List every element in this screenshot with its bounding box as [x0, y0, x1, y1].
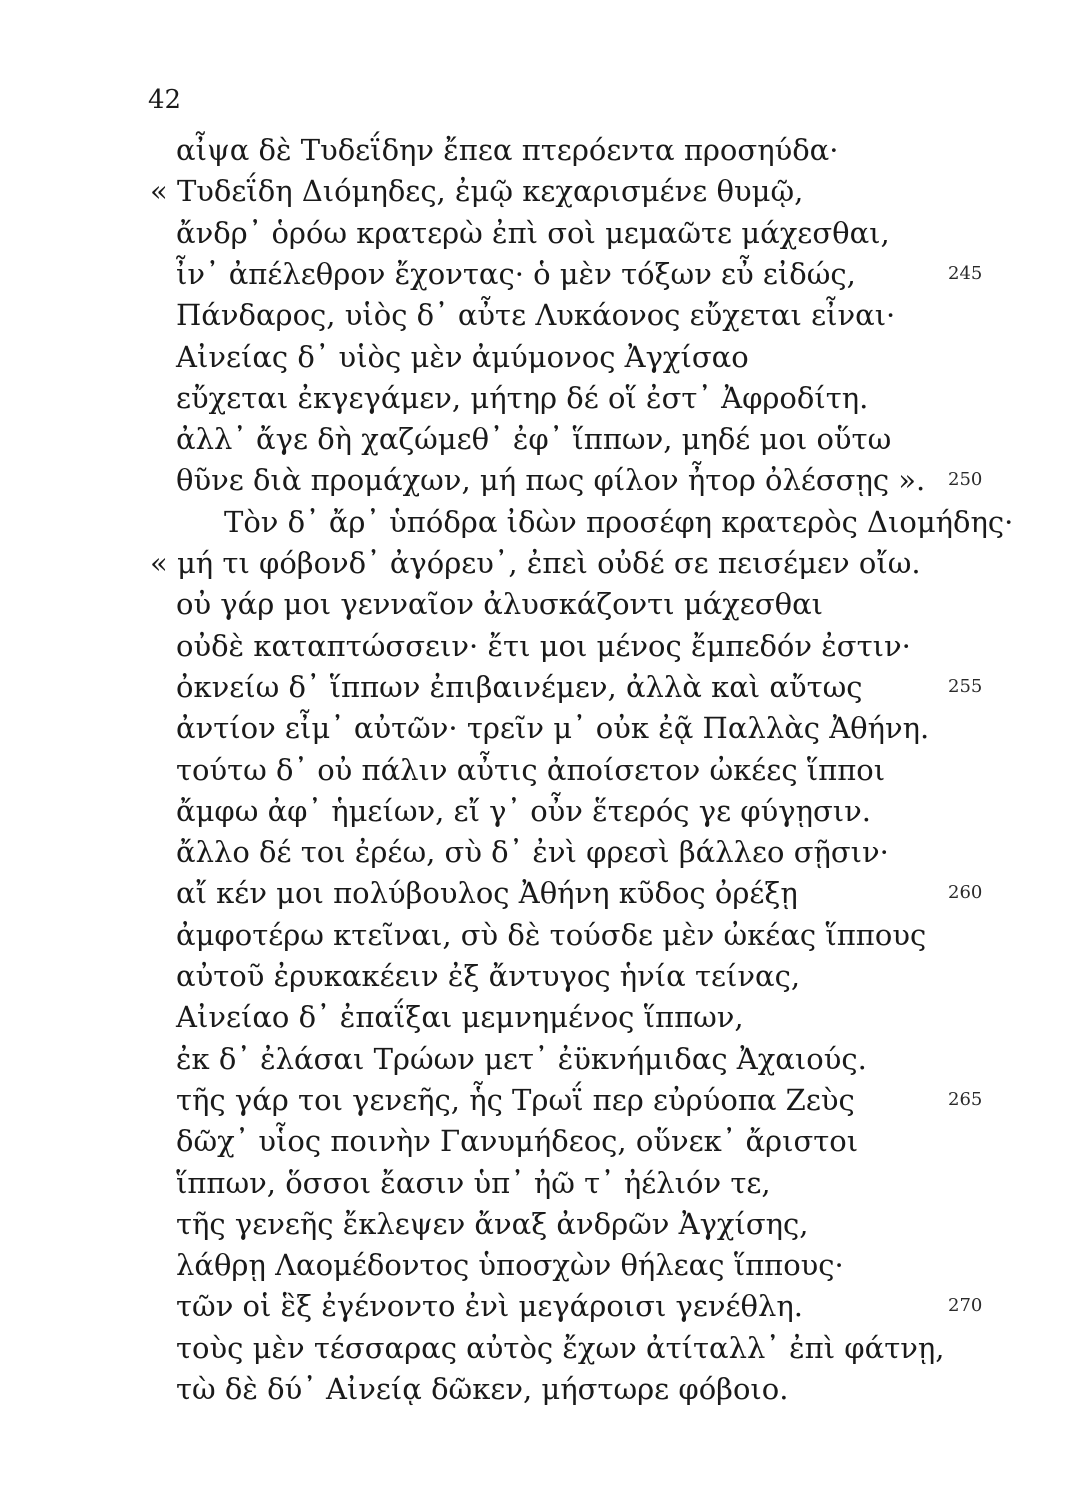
verse-text: ἀλλ᾽ ἄγε δὴ χαζώμεθ᾽ ἐφ᾽ ἵππων, μηδέ μοι οὕτω: [176, 422, 892, 456]
verse-text: δῶχ᾽ υἷος ποινὴν Γανυμήδεος, οὕνεκ᾽ ἄριστοι: [176, 1124, 859, 1158]
verse-line: [176, 995, 744, 1039]
verse-line: [176, 582, 823, 626]
verse-line: [176, 954, 800, 998]
verse-line: [176, 624, 911, 668]
verse-line: [176, 789, 871, 833]
verse-text: ἶν᾽ ἀπέλεθρον ἔχοντας· ὁ μὲν τόξων εὖ εἰδώς,: [176, 257, 856, 291]
line-number: 270: [948, 1295, 983, 1316]
verse-line: [224, 500, 1013, 544]
verse-text: λάθρῃ Λαομέδοντος ὑποσχὼν θήλεας ἵππους·: [176, 1248, 844, 1282]
verse-line: [176, 417, 891, 461]
line-number: 255: [948, 676, 983, 697]
verse-line: [176, 211, 890, 255]
verse-text: ἄλλο δέ τοι ἐρέω, σὺ δ᾽ ἐνὶ φρεσὶ βάλλεο σῇσιν·: [176, 835, 889, 869]
verse-text: ἀντίον εἶμ᾽ αὐτῶν· τρεῖν μ᾽ οὐκ ἐᾷ Παλλὰς Ἀθήνη.: [176, 711, 930, 745]
verse-line: [176, 1161, 771, 1205]
verse-line: [176, 1078, 855, 1122]
verse-text: ἐκ δ᾽ ἐλάσαι Τρώων μετ᾽ ἐϋκνήμιδας Ἀχαιούς.: [176, 1042, 867, 1076]
verse-line: [176, 1119, 858, 1163]
verse-text: ἀμφοτέρω κτεῖναι, σὺ δὲ τούσδε μὲν ὠκέας ἵππους: [176, 918, 927, 952]
page-number: 42: [148, 85, 182, 115]
verse-line: [176, 748, 885, 792]
verse-text: ὀκνείω δ᾽ ἵππων ἐπιβαινέμεν, ἀλλὰ καὶ αὔτως: [176, 670, 863, 704]
verse-text: Τὸν δ᾽ ἄρ᾽ ὑπόδρα ἰδὼν προσέφη κρατερὸς Διομήδης·: [224, 505, 1014, 539]
line-number: 245: [948, 263, 983, 284]
verse-line: [176, 458, 925, 502]
verse-line: [176, 335, 749, 379]
verse-line: [176, 293, 895, 337]
line-number: 260: [948, 882, 983, 903]
verse-text: ἄμφω ἀφ᾽ ἡμείων, εἴ γ᾽ οὖν ἕτερός γε φύγῃσιν.: [176, 794, 871, 828]
verse-text: Αἰνείας δ᾽ υἱὸς μὲν ἀμύμονος Ἀγχίσαο: [176, 340, 749, 374]
verse-text: « μή τι φόβονδ᾽ ἀγόρευ᾽, ἐπεὶ οὐδέ σε πεισέμεν οἴω.: [150, 546, 921, 580]
verse-text: τοὺς μὲν τέσσαρας αὐτὸς ἔχων ἀτίταλλ᾽ ἐπὶ φάτνῃ,: [176, 1331, 945, 1365]
verse-line: [150, 169, 803, 213]
line-number: 265: [948, 1089, 983, 1110]
verse-line: [176, 1037, 867, 1081]
verse-line: [176, 706, 929, 750]
verse-line: [176, 871, 798, 915]
verse-line: [150, 541, 921, 585]
verse-text: τῆς γενεῆς ἔκλεψεν ἄναξ ἀνδρῶν Ἀγχίσης,: [176, 1207, 809, 1241]
verse-line: [176, 913, 926, 957]
verse-line: [176, 1284, 803, 1328]
verse-text: αἶψα δὲ Τυδεΐδην ἔπεα πτερόεντα προσηύδα·: [176, 133, 839, 167]
verse-line: [176, 830, 889, 874]
verse-text: οὐδὲ καταπτώσσειν· ἔτι μοι μένος ἔμπεδόν ἐστιν·: [176, 629, 911, 663]
verse-text: « Τυδεΐδη Διόμηδες, ἐμῷ κεχαρισμένε θυμῷ,: [150, 174, 804, 208]
verse-line: [176, 252, 856, 296]
verse-text: Πάνδαρος, υἱὸς δ᾽ αὖτε Λυκάονος εὔχεται εἶναι·: [176, 298, 896, 332]
verse-text: Αἰνείαο δ᾽ ἐπαΐξαι μεμνημένος ἵππων,: [176, 1000, 744, 1034]
verse-text: οὐ γάρ μοι γενναῖον ἀλυσκάζοντι μάχεσθαι: [176, 587, 824, 621]
verse-line: [176, 1202, 808, 1246]
verse-text: εὔχεται ἐκγεγάμεν, μήτηρ δέ οἵ ἐστ᾽ Ἀφροδίτη.: [176, 381, 869, 415]
verse-line: [176, 1367, 788, 1411]
verse-line: [176, 1243, 844, 1287]
verse-text: αἴ κέν μοι πολύβουλος Ἀθήνη κῦδος ὀρέξῃ: [176, 876, 798, 910]
line-number: 250: [948, 469, 983, 490]
verse-text: τῆς γάρ τοι γενεῆς, ἧς Τρωΐ περ εὐρύοπα Ζεὺς: [176, 1083, 855, 1117]
verse-text: αὐτοῦ ἐρυκακέειν ἐξ ἄντυγος ἡνία τείνας,: [176, 959, 801, 993]
verse-line: [176, 128, 838, 172]
verse-text: τούτω δ᾽ οὐ πάλιν αὖτις ἀποίσετον ὠκέες ἵπποι: [176, 753, 886, 787]
verse-text: ἄνδρ᾽ ὁρόω κρατερὼ ἐπὶ σοὶ μεμαῶτε μάχεσθαι,: [176, 216, 890, 250]
verse-line: [176, 1326, 944, 1370]
verse-text: θῦνε διὰ προμάχων, μή πως φίλον ἦτορ ὀλέσσῃς ».: [176, 463, 926, 497]
verse-text: τῶν οἱ ἓξ ἐγένοντο ἐνὶ μεγάροισι γενέθλη.: [176, 1289, 803, 1323]
verse-line: [176, 376, 868, 420]
verse-line: [176, 665, 863, 709]
verse-text: τὼ δὲ δύ᾽ Αἰνείᾳ δῶκεν, μήστωρε φόβοιο.: [176, 1372, 789, 1406]
verse-text: ἵππων, ὅσσοι ἔασιν ὑπ᾽ ἠῶ τ᾽ ἠέλιόν τε,: [176, 1166, 771, 1200]
